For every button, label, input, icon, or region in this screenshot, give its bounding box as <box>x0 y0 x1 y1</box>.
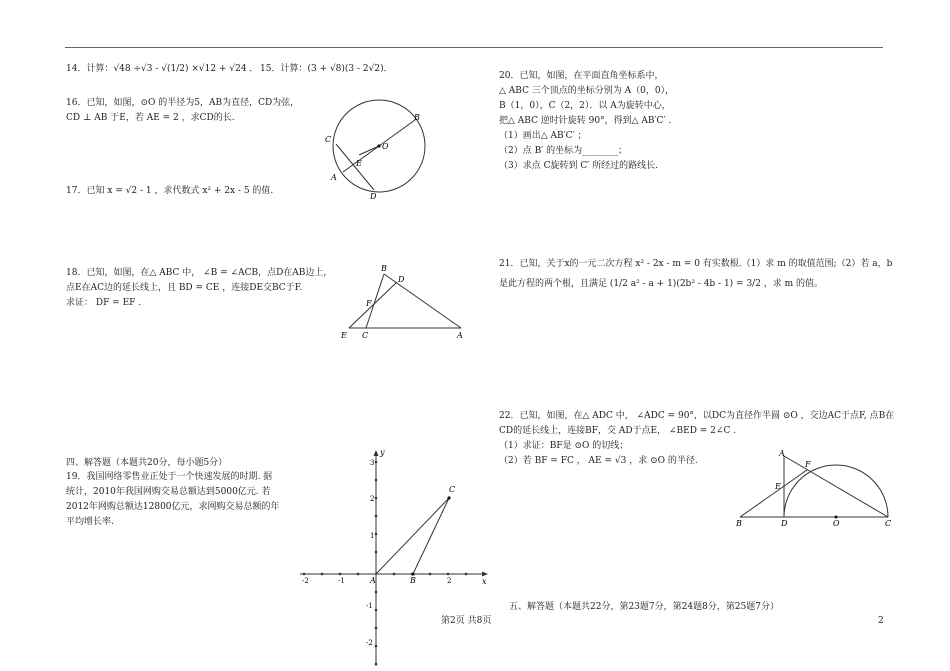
x-tick-minus-1: -1 <box>338 577 345 585</box>
y-axis-arrow <box>374 450 379 456</box>
label-a: A <box>779 449 785 458</box>
semicircle-o <box>784 465 888 517</box>
label-d: D <box>398 275 405 284</box>
figure-16-circle-diagram <box>318 96 436 206</box>
label-o: O <box>833 519 840 528</box>
question-18-line-2: 点E在AC边的延长线上，且 BD = CE ，连接DE交BC于F. <box>66 283 303 293</box>
label-a: A <box>370 576 376 585</box>
label-c: C <box>362 331 369 340</box>
question-22-line-1: 22．已知，如图，在△ ADC 中， ∠ADC = 90°，以DC为直径作半圆 ⊙O ，交边AC于点F, 点B在 <box>499 411 895 421</box>
question-19-line-2: 统计，2010年我国网购交易总额达到5000亿元. 若 <box>66 487 271 497</box>
segment-de <box>349 282 397 328</box>
y-tick-1: 1 <box>370 532 375 540</box>
label-e: E <box>775 482 781 491</box>
question-19-line-3: 2012年网购总额达12800亿元，求网购交易总额的年 <box>66 502 280 512</box>
y-tick-3: 3 <box>370 459 375 467</box>
question-18 <box>66 266 332 311</box>
triangle-abc <box>376 498 449 574</box>
question-20-line-2: △ ABC 三个顶点的坐标分别为 A（0，0）， <box>499 86 675 96</box>
section-4-heading: 四、解答题（本题共20分，每小题5分） <box>66 458 228 468</box>
y-tick-minus-1: -1 <box>366 602 373 610</box>
label-c: C <box>885 519 892 528</box>
question-14: 14．计算：√48 ÷√3 - √(1/2) ×√12 + √24 ． <box>66 64 259 74</box>
y-tick-2: 2 <box>370 495 375 503</box>
point-c <box>447 496 450 499</box>
section-5-heading: 五、解答题（本题共22分，第23题7分，第24题8分，第25题7分） <box>509 602 779 612</box>
x-tick-minus-2: -2 <box>302 577 309 585</box>
question-15: 15．计算：(3 + √8)(3 - 2√2)． <box>260 64 393 74</box>
question-19 <box>66 470 280 530</box>
question-19-line-4: 平均增长率. <box>66 517 114 527</box>
question-20-line-6: （2）点 B′ 的坐标为________； <box>499 146 628 156</box>
label-c: C <box>449 485 456 494</box>
label-a: A <box>331 173 337 182</box>
question-20-line-3: B（1，0），C（2，2）．以 A为旋转中心， <box>499 101 671 111</box>
label-f: F <box>366 299 372 308</box>
header-rule <box>65 47 883 48</box>
side-ba <box>384 274 461 328</box>
question-16-line-2: CD ⊥ AB 于E，若 AE = 2 ，求CD的长. <box>66 113 235 123</box>
label-d: D <box>370 192 377 201</box>
question-16-line-1: 16．已知，如图，⊙O 的半径为5，AB为直径，CD为弦， <box>66 98 300 108</box>
question-20-line-5: （1）画出△ AB′C′ ； <box>499 131 587 141</box>
figure-18-triangle-diagram <box>336 262 472 344</box>
axis-label-x: x <box>482 577 487 586</box>
label-a: A <box>457 331 463 340</box>
tangent-bf <box>740 470 807 517</box>
question-19-line-1: 19．我国网络零售业正处于一个快速发展的时期. 据 <box>66 472 273 482</box>
question-22-line-2: CD的延长线上，连接BF，交 AD于点E， ∠BED = 2∠C . <box>499 426 737 436</box>
label-d: D <box>781 519 788 528</box>
question-20-line-1: 20．已知，如图，在平面直角坐标系中， <box>499 71 664 81</box>
question-22-line-4: （2）若 BF = FC ， AE = √3 ，求 ⊙O 的半径. <box>499 456 698 466</box>
question-18-line-3: 求证： DF = EF . <box>66 298 142 308</box>
label-b: B <box>414 113 420 122</box>
x-axis-arrow <box>482 572 488 577</box>
center-point-o <box>377 144 380 147</box>
question-20-line-4: 把△ ABC 逆时针旋转 90°，得到△ AB′C′ . <box>499 116 672 126</box>
y-tick-minus-2: -2 <box>366 639 373 647</box>
figure-20-coordinate-plane <box>296 446 494 668</box>
label-f: F <box>805 460 811 469</box>
question-21 <box>499 254 892 294</box>
axis-label-y: y <box>380 448 385 457</box>
x-tick-2: 2 <box>447 577 452 585</box>
label-o: O <box>382 142 389 151</box>
question-22-line-3: （1）求证：BF是 ⊙O 的切线； <box>499 441 629 451</box>
footer-page-number: 2 <box>878 616 884 626</box>
question-21-line-1: 21．已知，关于x的一元二次方程 x² - 2x - m = 0 有实数根.（1）求 m 的取值范围;（2）若 a，b <box>499 259 893 269</box>
label-b: B <box>381 264 387 273</box>
question-21-line-2: 是此方程的两个根，且满足 (1/2 a² - a + 1)(2b² - 4b - 1) = 3/2 ，求 m 的值。 <box>499 279 824 289</box>
label-e: E <box>341 331 347 340</box>
label-e: E <box>356 159 362 168</box>
label-b: B <box>736 519 742 528</box>
question-20 <box>499 69 674 174</box>
question-18-line-1: 18．已知，如图，在△ ABC 中， ∠B = ∠ACB，点D在AB边上， <box>66 268 333 278</box>
figure-22-semicircle-diagram <box>732 446 896 530</box>
footer-page-count: 第2页 共8页 <box>441 616 492 626</box>
question-16 <box>66 96 299 126</box>
question-20-line-7: （3）求点 C旋转到 C′ 所经过的路线长. <box>499 161 658 171</box>
label-c: C <box>325 135 332 144</box>
label-b: B <box>410 576 416 585</box>
question-17: 17．已知 x = √2 - 1 ，求代数式 x² + 2x - 5 的值. <box>66 186 274 196</box>
